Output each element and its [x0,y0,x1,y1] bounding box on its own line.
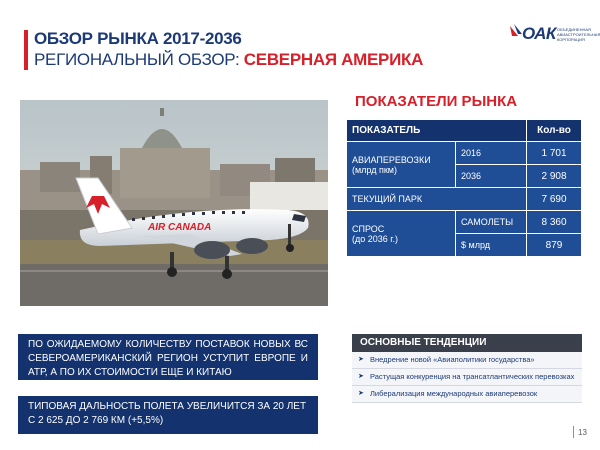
arrow-right-icon: ➤ [358,373,364,380]
aircraft-photo [20,100,328,306]
callout-deliveries: ПО ОЖИДАЕМОМУ КОЛИЧЕСТВУ ПОСТАВОК НОВЫХ ВС СЕВЕРОАМЕРИКАНСКИЙ РЕГИОН УСТУПИТ ЕВРОПЕ И АТР, А ПО ИХ СТОИМОСТИ ЕЩЕ И КИТАЮ [18,334,318,380]
arrow-right-icon: ➤ [358,390,364,397]
table-row [347,211,581,233]
trend-text: Либерализация международных авиаперевозок [370,389,538,398]
demand-value: 879 [527,234,581,256]
aircraft-livery-text: AIR CANADA [148,222,212,233]
indicators-title: ПОКАЗАТЕЛИ РЫНКА [355,93,518,110]
page-title: ОБЗОР РЫНКА 2017-2036 [34,29,242,48]
traffic-year: 2036 [456,165,526,187]
col-indicator: ПОКАЗАТЕЛЬ [347,120,526,141]
table-header-row [347,120,581,141]
fleet-value: 7 690 [527,188,581,210]
table-row [347,188,581,210]
list-item [352,369,582,386]
trend-text: Внедрение новой «Авиаполитики государства» [370,355,535,364]
list-item [352,386,582,403]
callout-range: ТИПОВАЯ ДАЛЬНОСТЬ ПОЛЕТА УВЕЛИЧИТСЯ ЗА 20 ЛЕТ С 2 625 ДО 2 769 КМ (+5,5%) [18,396,318,434]
page-number: 13 [578,428,587,437]
traffic-year: 2016 [456,142,526,164]
trends-list [352,352,582,403]
traffic-label: АВИАПЕРЕВОЗКИ (млрд пкм) [347,142,455,187]
trend-text: Растущая конкуренция на трансатлантических перевозках [370,372,575,381]
list-item [352,352,582,369]
demand-value: 8 360 [527,211,581,233]
page-subtitle [34,50,423,70]
subtitle-prefix: РЕГИОНАЛЬНЫЙ ОБЗОР: [34,50,244,69]
traffic-value: 2 908 [527,165,581,187]
logo-subtitle: ОБЪЕДИНЕННАЯ АВИАСТРОИТЕЛЬНАЯ КОРПОРАЦИЯ [557,27,600,42]
subtitle-region: СЕВЕРНАЯ АМЕРИКА [243,50,424,69]
logo-text: ОАК [522,24,556,43]
page-number-divider [573,426,574,438]
demand-unit: $ млрд [456,234,526,256]
fleet-label: ТЕКУЩИЙ ПАРК [347,188,526,210]
arrow-right-icon: ➤ [358,356,364,363]
traffic-value: 1 701 [527,142,581,164]
demand-unit: САМОЛЕТЫ [456,211,526,233]
demand-label: СПРОС (до 2036 г.) [347,211,455,256]
trends-title: ОСНОВНЫЕ ТЕНДЕНЦИИ [352,334,582,352]
col-count: Кол-во [527,120,581,141]
indicators-table [346,119,582,257]
title-accent-bar [24,30,28,70]
table-row [347,142,581,164]
